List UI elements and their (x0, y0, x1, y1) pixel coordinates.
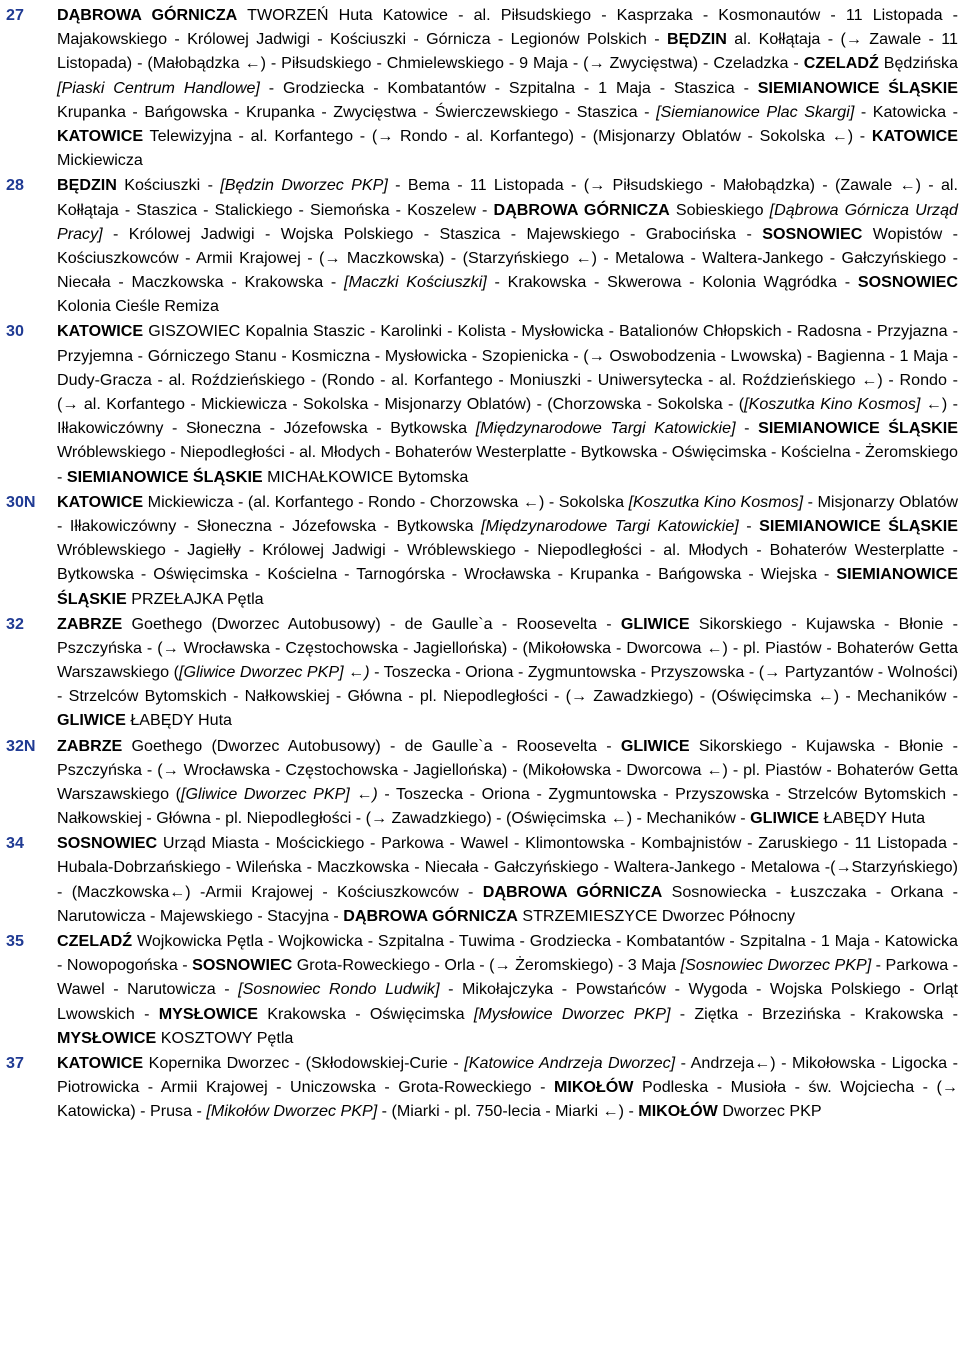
street-list: Krupanka - Bańgowska - Krupanka - Zwycięstwa - Świerczewskiego - Staszica - (57, 102, 657, 121)
route-number: 32N (6, 736, 36, 755)
street-list: - Parkowa - Wawel - Narutowicza - (57, 956, 958, 999)
route-number: 28 (6, 176, 24, 195)
street-list: Sosnowiecka - Łuszczaka - Orkana - Narutowicza - Majewskiego - Stacyjna - (57, 882, 958, 925)
stop-name: [Sosnowiec Rondo Ludwik] (238, 980, 440, 999)
town-name: KATOWICE (57, 492, 144, 511)
street-list: - Ziętka - Brzezińska - Krakowska - (670, 1004, 958, 1023)
route-entry (6, 490, 958, 611)
stop-name: [Sosnowiec Dworzec PKP] (680, 956, 872, 975)
street-list: Sikorskiego - Kujawska - Błonie - Pszczyńska - (→ Wrocławska - Częstochowska - Jagiellońska) - (Mikołowska - Dworcowa ←) - pl. Piastów - Bohaterów Getta Warszawskiego ( (57, 614, 958, 682)
route-entry (6, 3, 958, 172)
stop-name: [Piaski Centrum Handlowe] (57, 78, 260, 97)
route-description (57, 3, 958, 172)
street-list: Będzińska (878, 54, 958, 73)
town-name: SOSNOWIEC (192, 956, 293, 975)
street-list: - Królowej Jadwigi - Wojska Polskiego - Staszica - Majewskiego - Grabocińska - (102, 224, 763, 243)
street-list: - Andrzeja←) - Mikołowska - Ligocka - Piotrowicka - Armii Krajowej - Uniczowska - Grota-Roweckiego - (57, 1053, 958, 1097)
street-list: Kościuszki - (116, 176, 221, 195)
town-name: MIKOŁÓW (553, 1078, 634, 1097)
town-name: DĄBROWA GÓRNICZA (482, 882, 663, 901)
town-name: SIEMIANOWICE ŚLĄSKIE (757, 78, 958, 97)
stop-name: [Gliwice Dworzec PKP] ←) (178, 663, 370, 682)
town-name: SIEMIANOWICE ŚLĄSKIE (57, 565, 958, 608)
town-name: CZELADŹ (57, 931, 133, 950)
stop-name: [Maczki Kościuszki] (344, 273, 487, 292)
street-list: KOSZTOWY Pętla (156, 1028, 294, 1047)
street-list: Wopistów - Kościuszkowców - Armii Krajowej - (→ Maczkowska) - (Starzyńskiego ←) - Metalowa - Waltera-Jankego - Gałczyńskiego - Niecała - Maczkowska - Krakowska - (57, 224, 958, 292)
street-list: - Mikołajczyka - Powstańców - Wygoda - Wojska Polskiego - Orląt Lwowskich - (57, 980, 958, 1023)
town-name: KATOWICE (871, 127, 958, 146)
street-list: Goethego (Dworzec Autobusowy) - de Gaulle`a - Roosevelta - (122, 736, 621, 755)
street-list: Mickiewicza (57, 151, 143, 170)
route-description (57, 734, 958, 831)
town-name: ZABRZE (57, 736, 123, 755)
town-name: DĄBROWA GÓRNICZA (343, 906, 518, 925)
street-list: - Toszecka - Oriona - Zygmuntowska - Przyszowska - Strzelców Bytomskich - Nałkowskiej - Główna - pl. Niepodległości - (→ Zawadzkiego) - (Oświęcimska ←) - Mechaników - (57, 784, 959, 828)
town-name: KATOWICE (57, 1053, 144, 1072)
town-name: SIEMIANOWICE ŚLĄSKIE (66, 467, 263, 486)
route-number: 30N (6, 492, 36, 511)
street-list: al. Kołłątaja - (→ Zawale - 11 Listopada) - (Małobądzka ←) - Piłsudskiego - Chmielewskiego - 9 Maja - (→ Zwycięstwa) - Czeladzka - (57, 30, 958, 73)
street-list: - (Miarki - pl. 750-lecia - Miarki ←) - (377, 1102, 639, 1121)
stop-name: [Katowice Andrzeja Dworzec] (464, 1053, 676, 1072)
town-name: KATOWICE (57, 127, 144, 146)
street-list: Sobieskiego (669, 200, 770, 219)
route-description (57, 319, 958, 488)
town-name: DĄBROWA GÓRNICZA (493, 200, 670, 219)
route-description (57, 173, 958, 318)
route-number: 30 (6, 322, 24, 341)
route-description (57, 929, 958, 1050)
stop-name: [Gliwice Dworzec PKP] ←) (181, 784, 378, 803)
route-number: 32 (6, 614, 24, 633)
town-name: SIEMIANOWICE ŚLĄSKIE (758, 419, 959, 438)
street-list: Wróblewskiego - Jagiełły - Królowej Jadwigi - Wróblewskiego - Niepodległości - al. Młodych - Bohaterów Westerplatte - Bytkowska - Oświęcimska - Kościelna - Tarnogórska - Wrocławska - Krupanka - Bańgowska - Wiejska - (57, 541, 958, 584)
town-name: MYSŁOWICE (158, 1004, 258, 1023)
route-description (57, 612, 958, 733)
street-list: Sikorskiego - Kujawska - Błonie - Pszczyńska - (→ Wrocławska - Częstochowska - Jagiellońska) - (Mikołowska - Dworcowa ←) - pl. Piastów - Bohaterów Getta Warszawskiego ( (57, 736, 958, 803)
street-list: Grota-Roweckiego - Orla - (→ Żeromskiego) - 3 Maja (292, 956, 681, 975)
street-list: Mickiewicza - (al. Korfantego - Rondo - Chorzowska ←) - Sokolska (143, 492, 629, 511)
route-description (57, 490, 958, 611)
route-number: 27 (6, 6, 24, 24)
stop-name: [Koszutka Kino Kosmos] (628, 492, 804, 511)
town-name: GLIWICE (620, 614, 690, 633)
route-entry (6, 734, 958, 831)
street-list: - Krakowska - Skwerowa - Kolonia Wągródka - (486, 273, 858, 292)
street-list: Goethego (Dworzec Autobusowy) - de Gaulle`a - Roosevelta - (122, 614, 621, 633)
route-number: 34 (6, 834, 24, 853)
stop-name: [Mysłowice Dworzec PKP] (473, 1004, 671, 1023)
street-list: Kopernika Dworzec - (Skłodowskiej-Curie - (143, 1053, 465, 1072)
town-name: CZELADŹ (803, 54, 879, 73)
street-list: MICHAŁKOWICE Bytomska (262, 467, 469, 486)
town-name: BĘDZIN (57, 176, 117, 195)
stop-name: [Będzin Dworzec PKP] (220, 176, 388, 195)
street-list: - Misjonarzy Oblatów - Iłłakowiczówny - Słoneczna - Józefowska - Bytkowska (57, 492, 958, 535)
street-list: Wojkowicka Pętla - Wojkowicka - Szpitalna - Tuwima - Grodziecka - Kombatantów - Szpitalna - 1 Maja - Katowicka - Nowopogońska - (57, 931, 958, 975)
town-name: DĄBROWA GÓRNICZA (57, 6, 238, 24)
street-list: ←) - Iłłakowiczówny - Słoneczna - Józefowska - Bytkowska (57, 395, 958, 438)
town-name: SOSNOWIEC (762, 224, 863, 243)
route-entry (6, 929, 958, 1050)
stop-name: [Koszutka Kino Kosmos] (744, 395, 921, 414)
town-name: GLIWICE (57, 711, 126, 730)
street-list: Urząd Miasta - Mościckiego - Parkowa - Wawel - Klimontowska - Kombajnistów - Zaruskiego - 11 Listopada - Hubala-Dobrzańskiego - Wileńska - Maczkowska - Niecała - Gałczyńskiego - Waltera-Jankego - Metalowa -(→Starzyńskiego) - (Maczkowska←) -Armii Krajowej - Kościuszkowców - (57, 834, 958, 901)
town-name: KATOWICE (57, 322, 144, 341)
route-number: 37 (6, 1053, 24, 1072)
street-list: ŁABĘDY Huta (818, 809, 926, 828)
street-list: GISZOWIEC Kopalnia Staszic - Karolinki - Kolista - Mysłowicka - Batalionów Chłopskich - Radosna - Przyjazna - Przyjemna - Górniczego Stanu - Kosmiczna - Mysłowicka - Szopienicka - (→ Oswobodzenia - Lwowska) - Bagienna - 1 Maja - Dudy-Gracza - al. Roździeńskiego - (Rondo - al. Korfantego - Moniuszki - Uniwersytecka - al. Roździeńskiego ←) - Rondo - (→ al. Korfantego - Mickiewicza - Sokolska - Misjonarzy Oblatów) - (Chorzowska - Sokolska - ( (57, 322, 958, 414)
route-description (57, 831, 958, 928)
route-entry (6, 1051, 958, 1124)
town-name: GLIWICE (750, 809, 819, 828)
street-list: - (735, 419, 759, 438)
street-list: ŁABĘDY Huta (125, 711, 233, 730)
town-name: SIEMIANOWICE ŚLĄSKIE (759, 516, 958, 535)
town-name: ZABRZE (57, 614, 123, 633)
street-list: Dworzec PKP (717, 1102, 822, 1121)
town-name: MYSŁOWICE (57, 1028, 157, 1047)
street-list: - Katowicka - (854, 102, 959, 121)
street-list: PRZEŁAJKA Pętla (126, 589, 264, 608)
street-list: - Toszecka - Oriona - Zygmuntowska - Przyszowska - (→ Partyzantów - Wolności) - Strzelców Bytomskich - Nałkowskiej - Główna - pl. Niepodległości - (→ Zawadzkiego) - (Oświęcimska ←) - Mechaników - (57, 663, 958, 706)
stop-name: [Dąbrowa Górnicza Urząd Pracy] (57, 200, 958, 243)
street-list: - (738, 516, 760, 535)
stop-name: [Mikołów Dworzec PKP] (206, 1102, 378, 1121)
street-list: TWORZEŃ Huta Katowice - al. Piłsudskiego - Kasprzaka - Kosmonautów - 11 Listopada - Majakowskiego - Królowej Jadwigi - Kościuszki - Górnicza - Legionów Polskich - (57, 6, 958, 49)
street-list: STRZEMIESZYCE Dworzec Północny (517, 906, 796, 925)
route-list (6, 3, 958, 1124)
stop-name: [Międzynarodowe Targi Katowickie] (475, 419, 736, 438)
town-name: SOSNOWIEC (857, 273, 958, 292)
route-entry (6, 612, 958, 733)
route-entry (6, 319, 958, 488)
street-list: Telewizyjna - al. Korfantego - (→ Rondo - al. Korfantego) - (Misjonarzy Oblatów - Sokolska ←) - (143, 127, 872, 146)
route-description (57, 1051, 958, 1124)
stop-name: [Siemianowice Plac Skargi] (656, 102, 855, 121)
town-name: MIKOŁÓW (638, 1102, 718, 1121)
stop-name: [Międzynarodowe Targi Katowickie] (481, 516, 739, 535)
route-entry (6, 173, 958, 318)
street-list: Krakowska - Oświęcimska (257, 1004, 474, 1023)
street-list: - Grodziecka - Kombatantów - Szpitalna - 1 Maja - Staszica - (259, 78, 758, 97)
route-number: 35 (6, 931, 24, 950)
street-list: - Bema - 11 Listopada - (→ Piłsudskiego - Małobądzka) - (Zawale ←) - al. Kołłątaja - Staszica - Stalickiego - Siemońska - Koszelew - (57, 176, 958, 219)
street-list: Wróblewskiego - Niepodległości - al. Młodych - Bohaterów Westerplatte - Bytkowska - Oświęcimska - Kościelna - Żeromskiego - (57, 443, 958, 486)
route-entry (6, 831, 958, 928)
street-list: Podleska - Musioła - św. Wojciecha - (→ Katowicka) - Prusa - (57, 1078, 958, 1121)
town-name: BĘDZIN (666, 30, 727, 49)
street-list: Kolonia Cieśle Remiza (57, 297, 219, 316)
town-name: GLIWICE (620, 736, 690, 755)
town-name: SOSNOWIEC (57, 834, 158, 853)
